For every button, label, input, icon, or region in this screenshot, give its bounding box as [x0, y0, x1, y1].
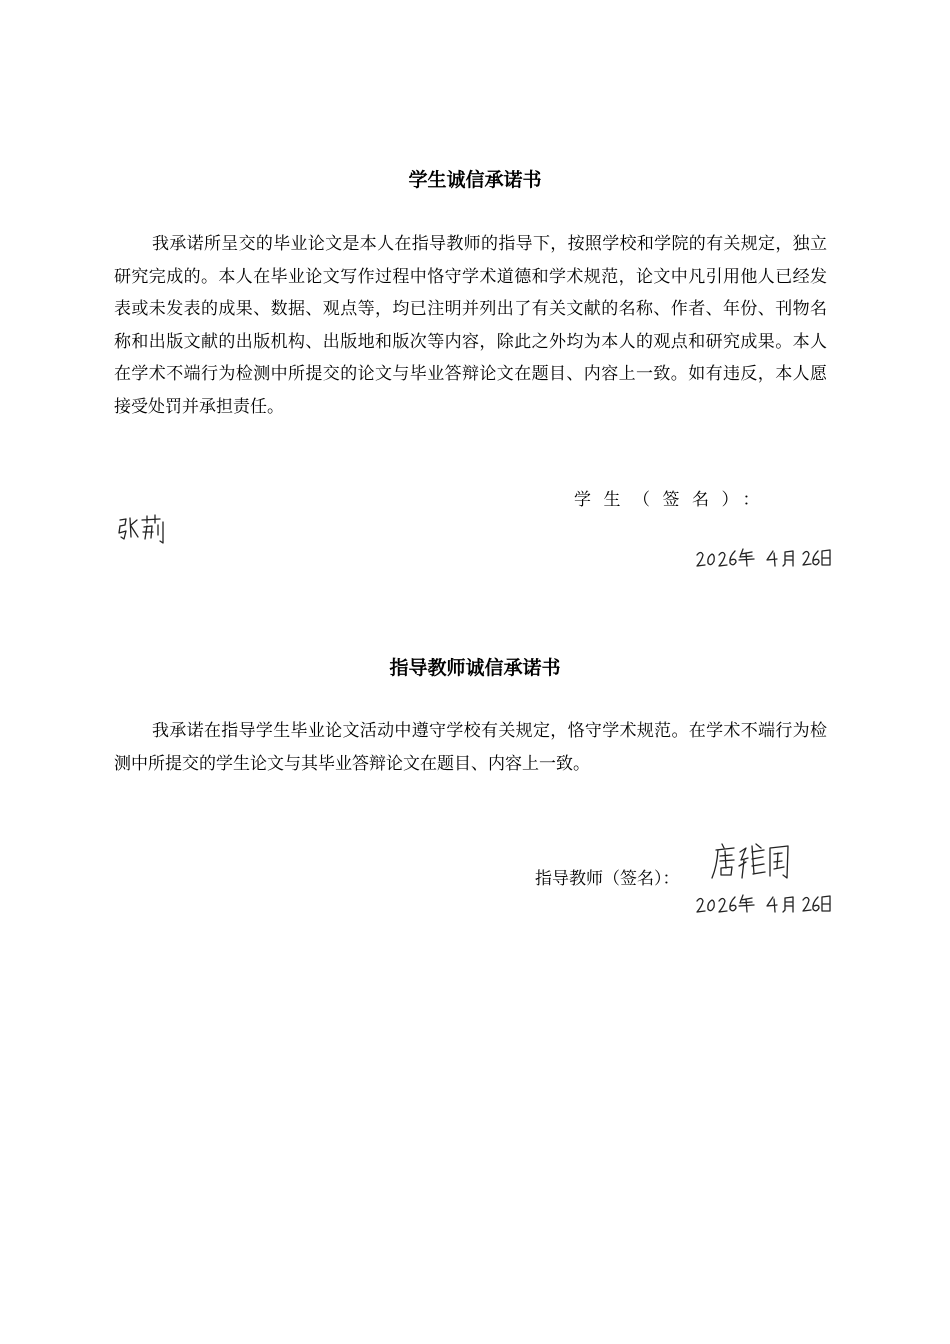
advisor-handwritten-signature — [708, 838, 792, 886]
student-pledge-body: 我承诺所呈交的毕业论文是本人在指导教师的指导下，按照学校和学院的有关规定，独立研究完成的。本人在毕业论文写作过程中恪守学术道德和学术规范，论文中凡引用他人已经发表或未发表的成果、数据、观点等，均已注明并列出了有关文献的名称、作者、年份、刊物名称和出版文献的出版机构、出版地和版次等内容，除此之外均为本人的观点和研究成果。本人在学术不端行为检测中所提交的论文与毕业答辩论文在题目、内容上一致。如有违反，本人愿接受处罚并承担责任。 — [114, 234, 827, 417]
advisor-handwritten-date — [694, 891, 834, 917]
advisor-signature-label: 指导教师（签名）： — [535, 869, 680, 889]
student-pledge-title: 学生诚信承诺书 — [408, 169, 542, 191]
advisor-pledge-title: 指导教师诚信承诺书 — [389, 657, 561, 679]
student-signature-label: 学生（签名）： — [574, 490, 772, 510]
student-handwritten-date — [694, 545, 834, 571]
student-handwritten-signature — [114, 510, 174, 546]
advisor-pledge-body: 我承诺在指导学生毕业论文活动中遵守学校有关规定，恪守学术规范。在学术不端行为检测中所提交的学生论文与其毕业答辩论文在题目、内容上一致。 — [114, 721, 827, 774]
